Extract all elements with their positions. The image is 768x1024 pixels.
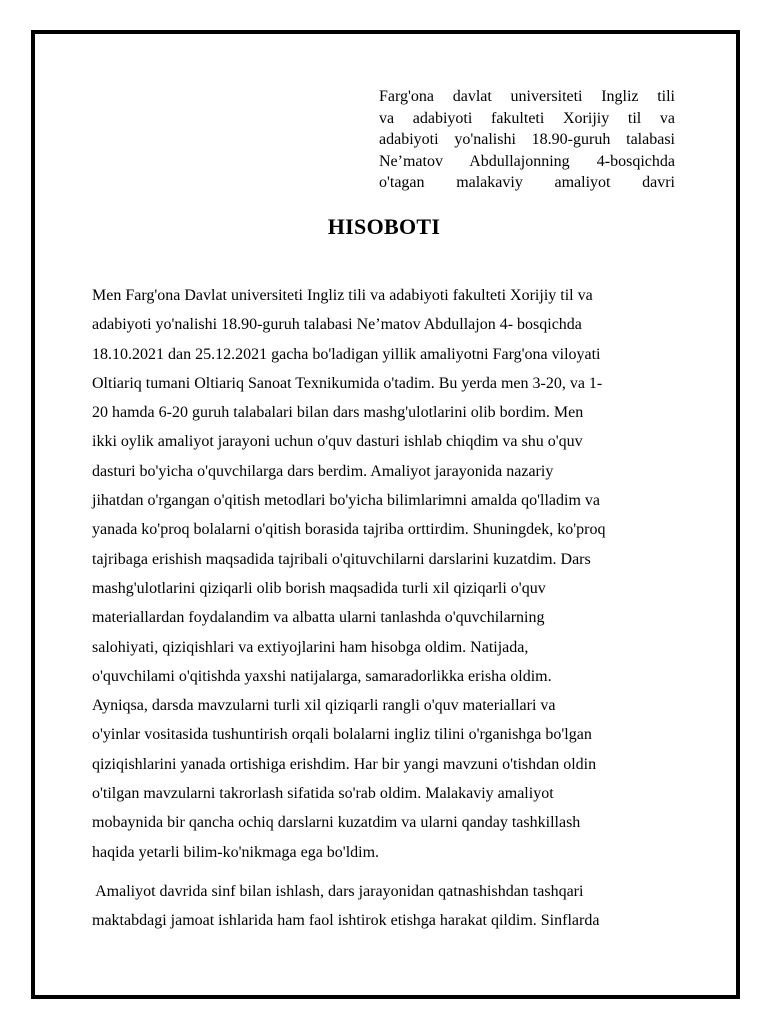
text-line: Men Farg'ona Davlat universiteti Ingliz tili va adabiyoti fakulteti Xorijiy til va [92,287,593,304]
text-line: qiziqishlarini yanada ortishiga erishdim. Har bir yangi mavzuni o'tishdan oldin [92,755,597,773]
text-line: materiallardan foydalandim va albatta ularni tanlashda o'quvchilarning [92,609,545,627]
text-line: o'tilgan mavzularni takrorlash sifatida so'rab oldim. Malakaviy amaliyot [92,785,554,803]
header-line: va adabiyoti fakulteti Xorijiy til va [379,109,675,127]
header-line: Farg'ona davlat universiteti Ingliz tili [379,88,675,105]
paragraph-1 [92,285,682,871]
text-line: mashg'ulotlarini qiziqarli olib borish maqsadida turli xil qiziqarli o'quv [92,579,546,597]
text-line: 18.10.2021 dan 25.12.2021 gacha bo'ladigan yillik amaliyotni Farg'ona viloyati [92,345,601,363]
text-line: Oltiariq tumani Oltiariq Sanoat Texnikumida o'tadim. Bu yerda men 3-20, va 1- [92,374,603,392]
header-line: adabiyoti yo'nalishi 18.90-guruh talabasi [379,131,675,148]
header-block [379,86,675,194]
text-line: Amaliyot davrida sinf bilan ishlash, dars jarayonidan qatnashishdan tashqari [92,883,584,900]
text-line: adabiyoti yo'nalishi 18.90-guruh talabasi Ne’matov Abdullajon 4- bosqichda [92,316,582,334]
text-line: o'quvchilami o'qitishda yaxshi natijalarga, samaradorlikka erisha oldim. [92,667,552,685]
text-line: Ayniqsa, darsda mavzularni turli xil qiziqarli rangli o'quv materiallari va [92,697,556,715]
text-line: haqida yetarli bilim-ko'nikmaga ega bo'ldim. [92,843,380,861]
header-line: o'tagan malakaviy amaliyot davri [379,174,675,191]
text-line: 20 hamda 6-20 guruh talabalari bilan dars mashg'ulotlarini olib bordim. Men [92,404,584,422]
paragraph-2 [92,881,682,940]
text-line: ikki oylik amaliyot jarayoni uchun o'quv dasturi ishlab chiqdim va shu o'quv [92,433,583,451]
document-title: HISOBOTI [327,214,441,239]
text-line: maktabdagi jamoat ishlarida ham faol ishtirok etishga harakat qildim. Sinflarda [92,912,600,930]
text-line: mobaynida bir qancha ochiq darslarni kuzatdim va ularni qanday tashkillash [92,814,581,832]
text-line: dasturi bo'yicha o'quvchilarga dars berdim. Amaliyot jarayonida nazariy [92,462,554,480]
text-line: salohiyati, qiziqishlari va extiyojlarini ham hisobga oldim. Natijada, [92,638,529,656]
text-line: o'yinlar vositasida tushuntirish orqali bolalarni ingliz tilini o'rganishga bo'lgan [92,726,592,744]
header-line: Ne’matov Abdullajonning 4-bosqichda [379,152,675,170]
text-line: tajribaga erishish maqsadida tajribali o'qituvchilarni darslarini kuzatdim. Dars [92,550,591,568]
text-line: yanada ko'proq bolalarni o'qitish borasida tajriba orttirdim. Shuningdek, ko'proq [92,521,606,539]
text-line: jihatdan o'rgangan o'qitish metodlari bo'yicha bilimlarimni amalda qo'lladim va [92,492,601,510]
